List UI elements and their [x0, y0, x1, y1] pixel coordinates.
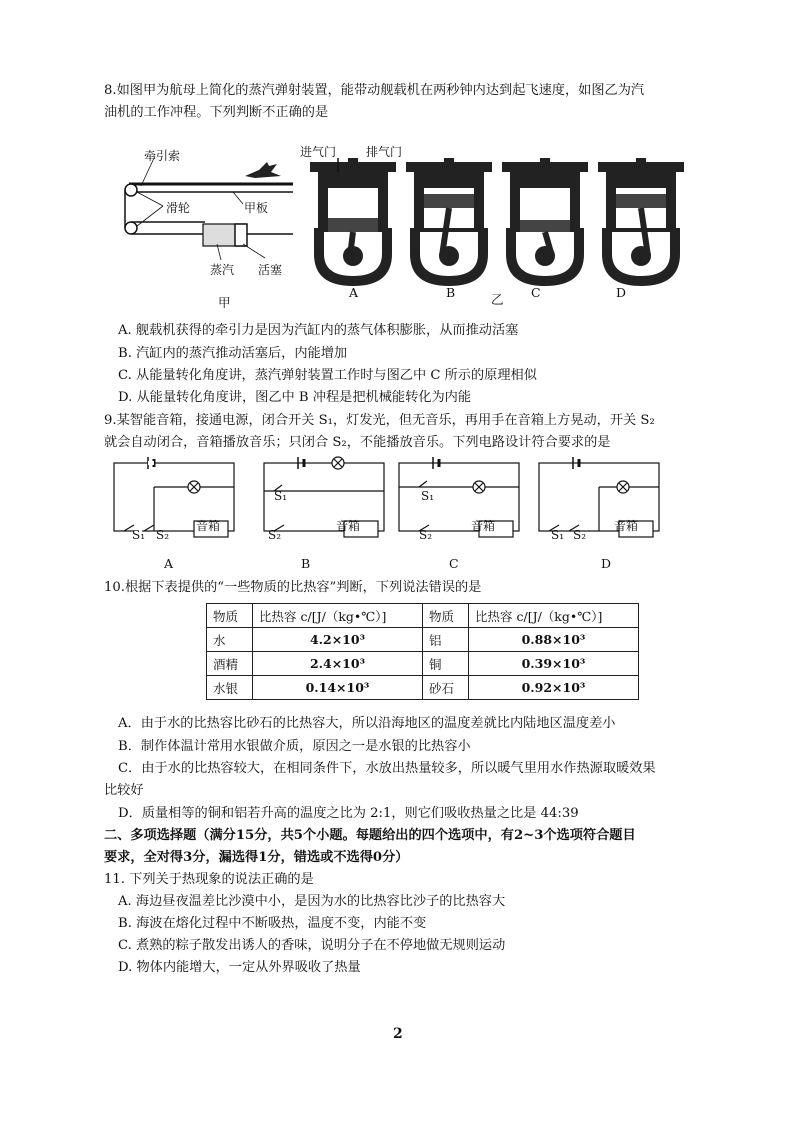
label-intake-valve: 进气门	[300, 145, 337, 159]
circuit-d-s2: S₂	[573, 528, 587, 542]
table-cell: 铜	[422, 652, 468, 676]
specific-heat-table	[206, 603, 639, 700]
table-cell: 4.2×10³	[253, 628, 423, 652]
table-header: 物质	[422, 604, 468, 628]
caption-yi: 乙	[491, 292, 504, 307]
label-engine-b: B	[446, 285, 456, 300]
label-pulley: 滑轮	[166, 201, 191, 215]
pulley-top	[125, 184, 137, 196]
piston-shape	[235, 224, 247, 246]
circuit-b-box-label: 音箱	[336, 519, 361, 533]
table-cell: 2.4×10³	[253, 652, 423, 676]
section2-heading-line1: 二、多项选择题（满分15分，共5个小题。每题给出的四个选项中，有2~3个选项符合题目	[104, 828, 636, 843]
circuit-d-box-label: 音箱	[614, 519, 639, 533]
q11-stem: 11. 下列关于热现象的说法正确的是	[104, 872, 314, 887]
q10-option-c-line2: 比较好	[104, 783, 144, 798]
table-header-row	[207, 604, 639, 628]
table-cell: 0.14×10³	[253, 676, 423, 700]
circuit-b-letter: B	[301, 556, 311, 571]
q9-stem-line1: 9.某智能音箱，接通电源，闭合开关 S₁，灯发光，但无音乐，再用手在音箱上方晃动，开关 S₂	[104, 413, 655, 428]
circuit-d	[539, 457, 659, 537]
label-deck: 甲板	[244, 201, 269, 215]
label-exhaust-valve: 排气门	[366, 145, 403, 159]
q11-option-c: C. 煮熟的粽子散发出诱人的香味，说明分子在不停地做无规则运动	[118, 938, 506, 953]
table-cell: 酒精	[207, 652, 253, 676]
q8-stem-line2: 油机的工作冲程。下列判断不正确的是	[104, 105, 329, 120]
q10-option-d: D．质量相等的铜和铝若升高的温度之比为 2:1，则它们吸收热量之比是 44:39	[118, 806, 579, 821]
steam-catapult-diagram	[115, 140, 295, 310]
table-row	[207, 652, 639, 676]
circuit-c-letter: C	[449, 556, 459, 571]
table-cell: 铝	[422, 628, 468, 652]
page-number: 2	[393, 1026, 403, 1042]
q10-option-a: A．由于水的比热容比砂石的比热容大，所以沿海地区的温度差就比内陆地区温度差小	[118, 716, 616, 731]
circuit-d-letter: D	[601, 556, 612, 571]
q10-option-c-line1: C．由于水的比热容较大，在相同条件下，水放出热量较多，所以暖气里用水作热源取暖效果	[118, 761, 656, 776]
q8-option-b: B. 汽缸内的蒸汽推动活塞后，内能增加	[118, 346, 348, 361]
table-row	[207, 628, 639, 652]
q8-stem-line1: 8.如图甲为航母上简化的蒸汽弹射装置，能带动舰载机在两秒钟内达到起飞速度，如图乙为汽	[104, 83, 645, 98]
label-piston: 活塞	[258, 263, 283, 277]
table-header: 比热容 c/[J/（kg•℃）]	[469, 604, 639, 628]
circuit-a-s1: S₁	[132, 528, 146, 542]
table-cell: 0.39×10³	[469, 652, 639, 676]
q8-option-a: A. 舰载机获得的牵引力是因为汽缸内的蒸气体积膨胀，从而推动活塞	[118, 323, 519, 338]
label-engine-c: C	[531, 285, 541, 300]
q8-option-c: C. 从能量转化角度讲，蒸汽弹射装置工作时与图乙中 C 所示的原理相似	[118, 368, 537, 383]
table-header: 比热容 c/[J/（kg•℃）]	[253, 604, 423, 628]
circuit-c-box-label: 音箱	[471, 519, 496, 533]
engine-strokes-diagram	[310, 158, 690, 288]
circuit-a-box-label: 音箱	[196, 519, 221, 533]
engine-d	[598, 158, 684, 286]
engine-c	[502, 158, 588, 286]
label-engine-a: A	[349, 285, 359, 300]
engine-a	[310, 158, 396, 286]
circuit-c-s1: S₁	[421, 489, 435, 503]
q10-stem: 10.根据下表提供的“一些物质的比热容”判断，下列说法错误的是	[104, 580, 482, 595]
circuit-a-s2: S₂	[156, 528, 170, 542]
table-row	[207, 676, 639, 700]
table-cell: 水银	[207, 676, 253, 700]
circuit-c-s2: S₂	[419, 528, 433, 542]
q11-option-a: A. 海边昼夜温差比沙漠中小，是因为水的比热容比沙子的比热容大	[118, 894, 506, 909]
q10-option-b: B．制作体温计常用水银做介质，原因之一是水银的比热容小	[118, 739, 471, 754]
table-cell: 砂石	[422, 676, 468, 700]
table-cell: 水	[207, 628, 253, 652]
circuit-d-s1: S₁	[551, 528, 565, 542]
aircraft-icon	[245, 162, 281, 178]
circuit-b-s2: S₂	[268, 528, 282, 542]
q11-option-b: B. 海波在熔化过程中不断吸热，温度不变，内能不变	[118, 916, 427, 931]
circuit-b-s1: S₁	[274, 489, 288, 503]
label-traction-cable: 牵引索	[144, 149, 181, 163]
caption-jia: 甲	[218, 295, 231, 310]
q8-option-d: D. 从能量转化角度讲，图乙中 B 冲程是把机械能转化为内能	[118, 390, 472, 405]
table-cell: 0.92×10³	[469, 676, 639, 700]
circuit-a-letter: A	[164, 556, 174, 571]
label-steam: 蒸汽	[210, 263, 235, 277]
engine-b	[406, 158, 492, 286]
pulley-bottom	[125, 222, 137, 234]
q9-stem-line2: 就会自动闭合，音箱播放音乐；只闭合 S₂，不能播放音乐。下列电路设计符合要求的是	[104, 435, 611, 450]
section2-heading-line2: 要求，全对得3分，漏选得1分，错选或不选得0分）	[104, 850, 409, 865]
circuit-c	[399, 457, 519, 537]
table-cell: 0.88×10³	[469, 628, 639, 652]
table-header: 物质	[207, 604, 253, 628]
q11-option-d: D. 物体内能增大，一定从外界吸收了热量	[118, 960, 361, 975]
label-engine-d: D	[616, 285, 627, 300]
